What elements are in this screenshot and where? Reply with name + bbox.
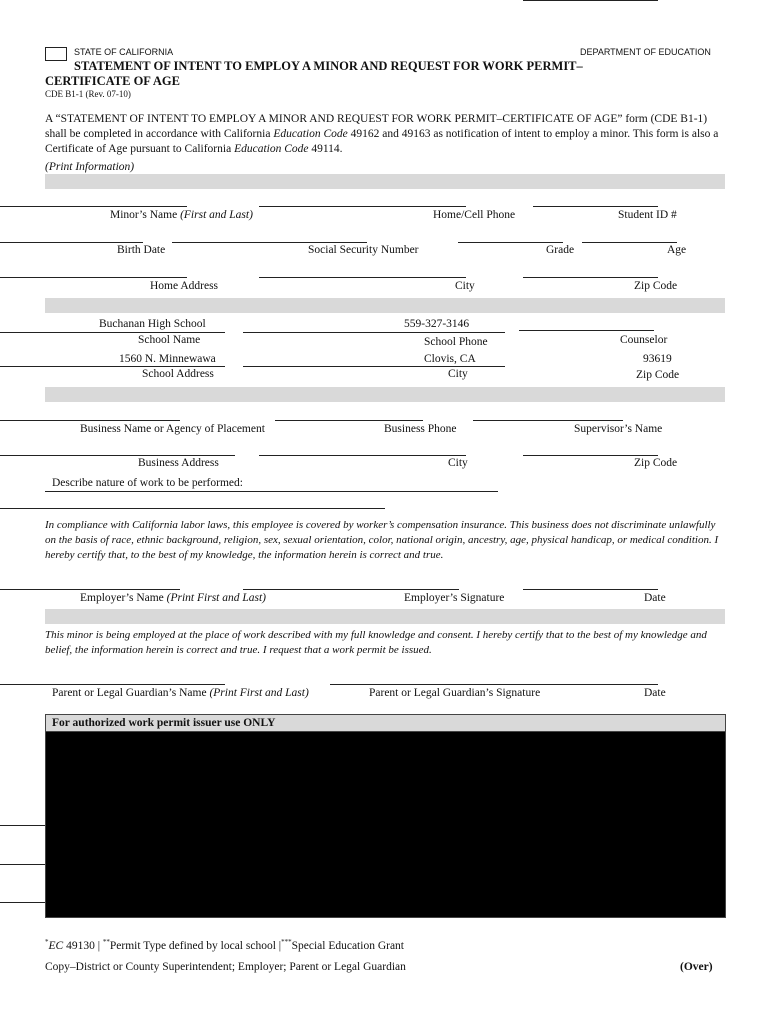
business-address-label: Business Address — [138, 457, 219, 469]
section-band-guardian — [45, 609, 725, 624]
ssn-label: Social Security Number — [308, 244, 419, 256]
department-label: DEPARTMENT OF EDUCATION — [580, 47, 711, 57]
work-description-label: Describe nature of work to be performed: — [52, 477, 243, 489]
home-address-line[interactable] — [0, 277, 187, 278]
business-name-line[interactable] — [0, 420, 180, 421]
school-address-line — [0, 366, 225, 367]
school-zip-value[interactable]: 93619 — [643, 353, 672, 365]
print-info-note: (Print Information) — [45, 161, 135, 173]
birth-date-label: Birth Date — [117, 244, 166, 256]
business-city-label: City — [448, 457, 468, 469]
school-city-line — [243, 366, 505, 367]
home-phone-label: Home/Cell Phone — [433, 209, 516, 221]
ssn-line[interactable] — [172, 242, 367, 243]
school-phone-line — [243, 332, 505, 333]
work-description-underline — [45, 491, 498, 492]
employer-date-label: Date — [644, 592, 666, 604]
business-phone-label: Business Phone — [384, 423, 457, 435]
state-label: STATE OF CALIFORNIA — [74, 47, 174, 57]
guardian-name-label: Parent or Legal Guardian’s Name (Print First and Last) — [52, 687, 309, 699]
over-note: (Over) — [680, 961, 713, 973]
employer-date-line[interactable] — [523, 589, 658, 590]
copy-distribution: Copy–District or County Superintendent; Employer; Parent or Legal Guardian — [45, 961, 406, 973]
issuer-header: For authorized work permit issuer use ONLY — [46, 715, 725, 732]
form-title-line1: STATEMENT OF INTENT TO EMPLOY A MINOR AND REQUEST FOR WORK PERMIT– — [74, 59, 583, 73]
margin-line-3 — [0, 902, 45, 903]
guardian-date-line[interactable] — [523, 684, 658, 685]
school-zip-label: Zip Code — [636, 369, 680, 381]
student-id-line[interactable] — [533, 206, 658, 207]
business-zip-line[interactable] — [523, 455, 658, 456]
employer-signature-line[interactable] — [243, 589, 459, 590]
business-name-label: Business Name or Agency of Placement — [80, 423, 265, 435]
birth-date-line[interactable] — [0, 242, 143, 243]
home-zip-line[interactable] — [523, 277, 658, 278]
school-name-value[interactable]: Buchanan High School — [99, 318, 206, 330]
guardian-signature-label: Parent or Legal Guardian’s Signature — [369, 687, 541, 699]
business-zip-label: Zip Code — [634, 457, 678, 469]
school-address-label: School Address — [142, 368, 214, 380]
minor-name-line-b[interactable] — [259, 206, 466, 207]
margin-line-2 — [0, 864, 45, 865]
school-phone-value[interactable]: 559-327-3146 — [404, 318, 470, 330]
consent-statement: This minor is being employed at the place of work described with my full knowledge and consent. I hereby certify that to the best of my knowledge and belief, the information herein is correct and true. I request that a work permit be issued. — [45, 629, 707, 656]
business-city-line[interactable] — [259, 455, 466, 456]
age-label: Age — [667, 244, 687, 256]
supervisor-label: Supervisor’s Name — [574, 423, 663, 435]
section-band-school — [45, 298, 725, 313]
form-title-line2: CERTIFICATE OF AGE — [45, 74, 180, 88]
compliance-statement: In compliance with California labor laws, this employee is covered by worker’s compensation insurance. This business does not discriminate unlawfully on the basis of race, ethnic background, religion, sex, sexual orientation, color, national origin, ancestry, age, physical handicap, or medical condition. I hereby certify that, to the best of my knowledge, the information herein is correct and true. — [45, 519, 719, 561]
student-id-label: Student ID # — [618, 209, 677, 221]
supervisor-line[interactable] — [473, 420, 623, 421]
guardian-name-line[interactable] — [0, 684, 225, 685]
guardian-date-label: Date — [644, 687, 666, 699]
employer-signature-label: Employer’s Signature — [404, 592, 505, 604]
footnote-line: *EC 49130 | **Permit Type defined by local school |***Special Education Grant — [45, 938, 404, 952]
margin-line-1 — [0, 825, 45, 826]
counselor-line[interactable] — [519, 330, 654, 331]
section-band-business — [45, 387, 725, 402]
minor-name-line-a[interactable] — [0, 206, 187, 207]
grade-line[interactable] — [458, 242, 563, 243]
section-band-student — [45, 174, 725, 189]
business-phone-line[interactable] — [275, 420, 423, 421]
home-city-line[interactable] — [259, 277, 466, 278]
school-city-label: City — [448, 368, 468, 380]
home-address-label: Home Address — [150, 280, 219, 292]
employer-name-line[interactable] — [0, 589, 180, 590]
age-line[interactable] — [582, 242, 677, 243]
home-zip-label: Zip Code — [634, 280, 678, 292]
form-id: CDE B1-1 (Rev. 07-10) — [45, 89, 131, 99]
school-name-line — [0, 332, 225, 333]
school-phone-label: School Phone — [424, 336, 488, 348]
grade-label: Grade — [546, 244, 575, 256]
top-line — [523, 0, 658, 1]
home-city-label: City — [455, 280, 475, 292]
school-name-label: School Name — [138, 334, 201, 346]
employer-name-label: Employer’s Name (Print First and Last) — [80, 592, 267, 604]
minor-name-label: Minor’s Name (First and Last) — [110, 209, 253, 221]
business-address-line[interactable] — [0, 455, 235, 456]
issuer-box — [45, 714, 726, 918]
corner-box — [45, 47, 67, 61]
school-city-value[interactable]: Clovis, CA — [424, 353, 476, 365]
school-address-value[interactable]: 1560 N. Minnewawa — [119, 353, 216, 365]
counselor-label: Counselor — [620, 334, 668, 346]
intro-paragraph: A “STATEMENT OF INTENT TO EMPLOY A MINOR AND REQUEST FOR WORK PERMIT–CERTIFICATE OF AGE” form (CDE B1-1) shall be completed in accordance with California Education Code 49162 and 49163 as notification of intent to employ a minor. This form is also a Certificate of Age pursuant to California Education Code 49114. — [45, 113, 719, 155]
work-description-line[interactable] — [0, 508, 385, 509]
